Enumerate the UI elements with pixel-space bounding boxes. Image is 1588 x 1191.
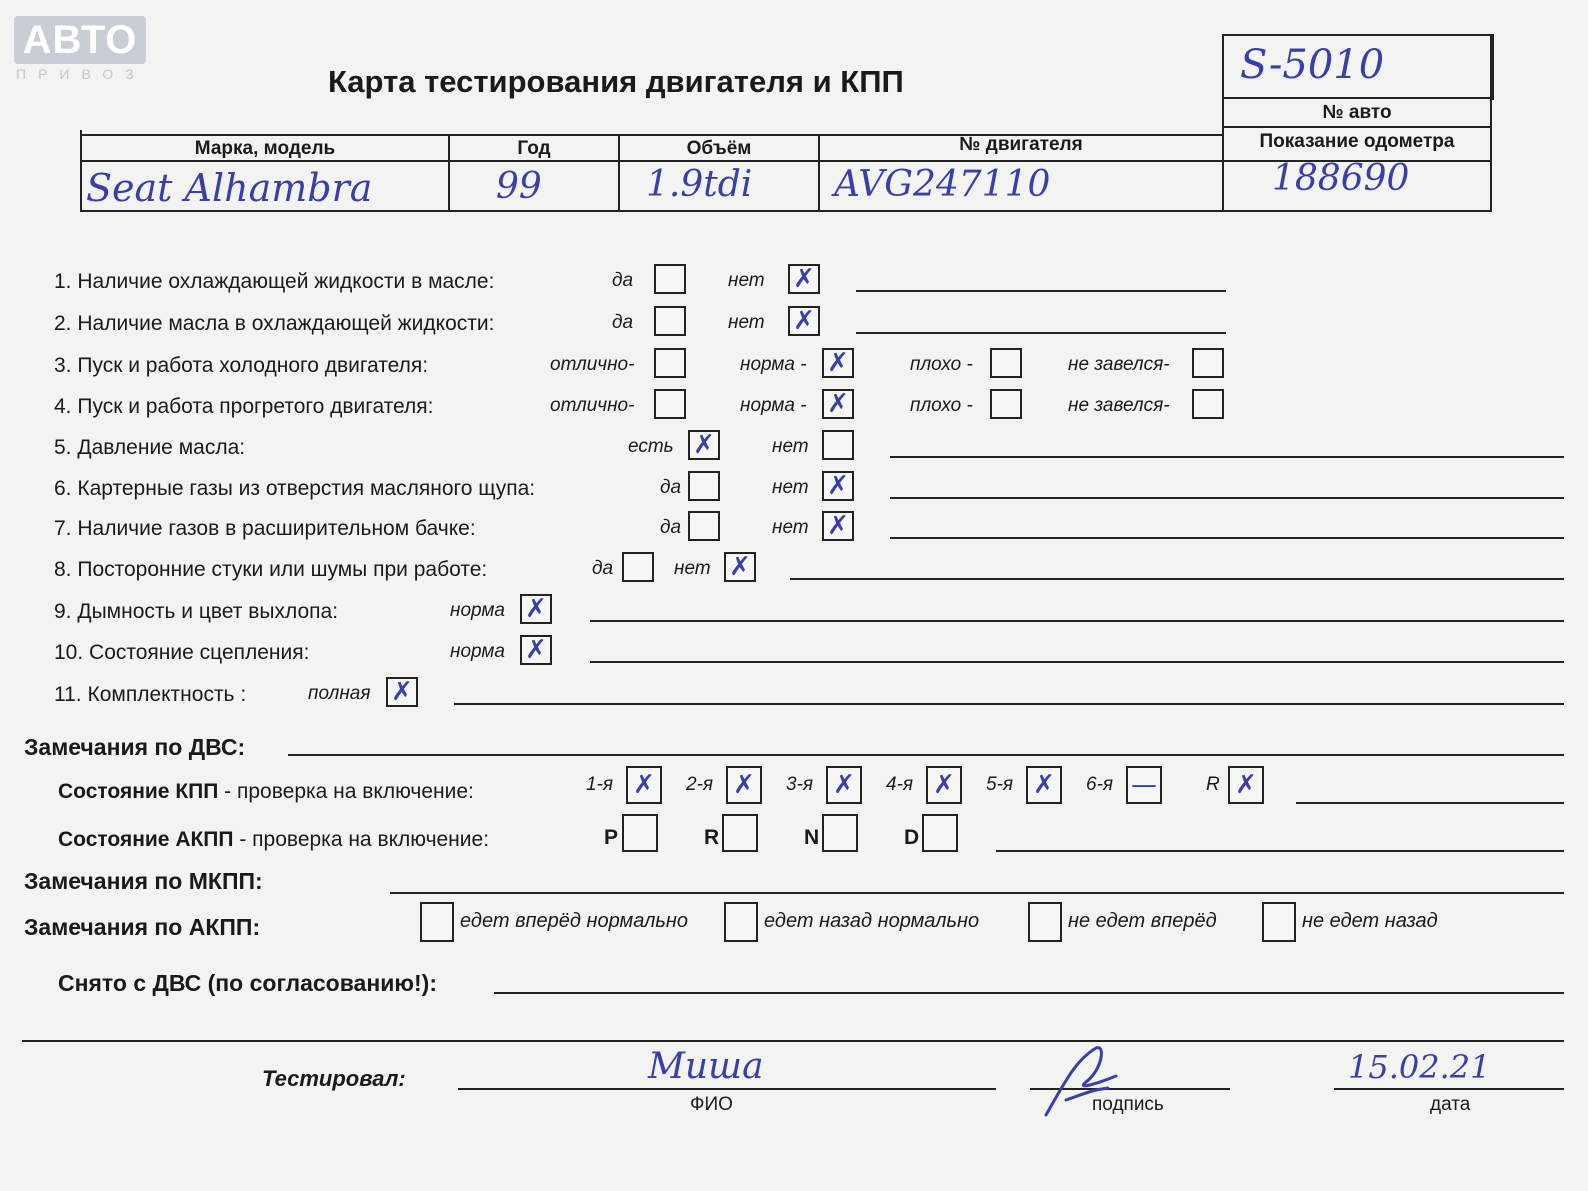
checklist-item-label: 9. Дымность и цвет выхлопа: bbox=[54, 600, 339, 623]
checkbox[interactable] bbox=[654, 264, 686, 294]
checkbox[interactable] bbox=[990, 389, 1022, 419]
value-make-model: Seat Alhambra bbox=[86, 166, 373, 210]
tested-label: Тестировал: bbox=[262, 1066, 406, 1091]
option-label: да bbox=[592, 558, 614, 579]
akpp-remark-checkbox[interactable] bbox=[420, 902, 454, 942]
check-mark-icon: ✗ bbox=[827, 511, 849, 541]
checkbox-checked[interactable] bbox=[788, 264, 820, 294]
check-mark-icon: ✗ bbox=[827, 389, 849, 419]
gear-checkbox[interactable] bbox=[826, 766, 862, 804]
check-mark-icon: ✗ bbox=[793, 306, 815, 336]
option-label: нет bbox=[674, 558, 711, 579]
option-label: да bbox=[612, 270, 634, 291]
checkbox-checked[interactable] bbox=[520, 635, 552, 665]
checkbox-checked[interactable] bbox=[788, 306, 820, 336]
akpp-mode-label: D bbox=[904, 826, 920, 849]
checkbox-checked[interactable] bbox=[822, 389, 854, 419]
header-volume: Объём bbox=[686, 138, 752, 159]
remarks-akpp-label: Замечания по АКПП: bbox=[24, 914, 261, 940]
checklist-item-label: 10. Состояние сцепления: bbox=[54, 641, 310, 664]
option-label: норма - bbox=[740, 395, 807, 416]
check-mark-icon: ✗ bbox=[793, 264, 815, 294]
name-line[interactable] bbox=[458, 1088, 996, 1090]
gear-checkbox[interactable] bbox=[1228, 766, 1264, 804]
check-mark-icon: ✗ bbox=[1235, 770, 1257, 800]
value-engine-no: AVG247110 bbox=[834, 164, 1051, 205]
check-mark-icon: ✗ bbox=[525, 594, 547, 624]
car-number-value: S-5010 bbox=[1240, 42, 1385, 88]
comment-line[interactable] bbox=[790, 578, 1564, 580]
option-label: не завелся- bbox=[1068, 395, 1170, 416]
table-right-border bbox=[1490, 34, 1492, 212]
dash-mark-icon: — bbox=[1131, 770, 1157, 800]
checkbox[interactable] bbox=[622, 552, 654, 582]
gear-label: 3-я bbox=[786, 774, 814, 795]
gear-label: 1-я bbox=[586, 774, 614, 795]
option-label: есть bbox=[628, 436, 674, 457]
check-mark-icon: ✗ bbox=[1033, 770, 1055, 800]
option-label: норма bbox=[450, 641, 505, 662]
check-mark-icon: ✗ bbox=[827, 348, 849, 378]
akpp-mode-checkbox[interactable] bbox=[622, 814, 658, 852]
table-col-divider bbox=[1222, 97, 1224, 212]
gear-checkbox[interactable] bbox=[1126, 766, 1162, 804]
check-mark-icon: ✗ bbox=[933, 770, 955, 800]
checkbox[interactable] bbox=[654, 306, 686, 336]
akpp-remark-checkbox[interactable] bbox=[724, 902, 758, 942]
gear-label: 6-я bbox=[1086, 774, 1114, 795]
check-mark-icon: ✗ bbox=[391, 677, 413, 707]
akpp-remark-label: не едет вперёд bbox=[1068, 910, 1217, 932]
check-mark-icon: ✗ bbox=[827, 471, 849, 501]
value-odometer: 188690 bbox=[1272, 158, 1410, 199]
comment-line[interactable] bbox=[856, 290, 1226, 292]
gear-checkbox[interactable] bbox=[726, 766, 762, 804]
option-label: нет bbox=[772, 477, 809, 498]
akpp-mode-checkbox[interactable] bbox=[722, 814, 758, 852]
option-label: нет bbox=[772, 436, 809, 457]
remarks-mkpp-line[interactable] bbox=[390, 892, 1564, 894]
checkbox-checked[interactable] bbox=[520, 594, 552, 624]
akpp-label-rest: - проверка на включение: bbox=[233, 828, 490, 851]
akpp-label-bold: Состояние АКПП bbox=[58, 828, 234, 851]
kpp-line[interactable] bbox=[1296, 802, 1564, 804]
option-label: норма bbox=[450, 600, 505, 621]
option-label: норма - bbox=[740, 354, 807, 375]
date-line[interactable] bbox=[1334, 1088, 1564, 1090]
checklist-item-label: 4. Пуск и работа прогретого двигателя: bbox=[54, 395, 434, 418]
akpp-label bbox=[58, 828, 489, 852]
extra-line[interactable] bbox=[22, 1040, 1564, 1042]
comment-line[interactable] bbox=[890, 456, 1564, 458]
checklist-item-label: 3. Пуск и работа холодного двигателя: bbox=[54, 354, 429, 377]
checkbox[interactable] bbox=[654, 348, 686, 378]
check-mark-icon: ✗ bbox=[525, 635, 547, 665]
checklist-item-label: 6. Картерные газы из отверстия масляного щупа: bbox=[54, 477, 536, 500]
checklist-item-label: 1. Наличие охлаждающей жидкости в масле: bbox=[54, 270, 495, 293]
option-label: да bbox=[660, 517, 682, 538]
comment-line[interactable] bbox=[590, 661, 1564, 663]
akpp-remark-label: едет вперёд нормально bbox=[460, 910, 689, 932]
header-odometer: Показание одометра bbox=[1259, 131, 1455, 152]
kpp-label-rest: - проверка на включение: bbox=[218, 780, 474, 803]
gear-label: 4-я bbox=[886, 774, 914, 795]
comment-line[interactable] bbox=[454, 703, 1564, 705]
comment-line[interactable] bbox=[890, 497, 1564, 499]
car-number-underline bbox=[1222, 97, 1492, 99]
page-title: Карта тестирования двигателя и КПП bbox=[328, 64, 904, 99]
check-mark-icon: ✗ bbox=[733, 770, 755, 800]
comment-line[interactable] bbox=[590, 620, 1564, 622]
akpp-line[interactable] bbox=[996, 850, 1564, 852]
removed-label: Снято с ДВС (по согласованию!): bbox=[58, 970, 437, 996]
option-label: не завелся- bbox=[1068, 354, 1170, 375]
akpp-mode-label: R bbox=[704, 826, 720, 849]
gear-checkbox[interactable] bbox=[926, 766, 962, 804]
akpp-remark-checkbox[interactable] bbox=[1262, 902, 1296, 942]
kpp-label-bold: Состояние КПП bbox=[58, 780, 219, 803]
name-caption: ФИО bbox=[690, 1094, 733, 1115]
option-label: отлично- bbox=[550, 354, 635, 375]
gear-checkbox[interactable] bbox=[1026, 766, 1062, 804]
option-label: отлично- bbox=[550, 395, 635, 416]
akpp-mode-checkbox[interactable] bbox=[822, 814, 858, 852]
checkbox-checked[interactable] bbox=[822, 348, 854, 378]
option-label: плохо - bbox=[910, 395, 973, 416]
odometer-top-border bbox=[1222, 126, 1492, 128]
checklist-item-label: 2. Наличие масла в охлаждающей жидкости: bbox=[54, 312, 495, 335]
checklist-item-label: 8. Посторонние стуки или шумы при работе: bbox=[54, 558, 488, 581]
kpp-label bbox=[58, 780, 474, 804]
tester-name: Миша bbox=[648, 1046, 764, 1087]
remarks-mkpp-label: Замечания по МКПП: bbox=[24, 868, 263, 894]
akpp-mode-checkbox[interactable] bbox=[922, 814, 958, 852]
remarks-engine-line[interactable] bbox=[288, 754, 1564, 756]
checklist-item-label: 5. Давление масла: bbox=[54, 436, 246, 459]
option-label: плохо - bbox=[910, 354, 973, 375]
option-label: нет bbox=[772, 517, 809, 538]
option-label: да bbox=[612, 312, 634, 333]
akpp-remark-checkbox[interactable] bbox=[1028, 902, 1062, 942]
checkbox[interactable] bbox=[990, 348, 1022, 378]
value-year: 99 bbox=[496, 166, 542, 207]
remarks-engine-label: Замечания по ДВС: bbox=[24, 734, 246, 760]
checkbox[interactable] bbox=[654, 389, 686, 419]
option-label: да bbox=[660, 477, 682, 498]
akpp-mode-label: P bbox=[604, 826, 619, 849]
checkbox-checked[interactable] bbox=[386, 677, 418, 707]
checkbox[interactable] bbox=[1192, 389, 1224, 419]
checkbox-checked[interactable] bbox=[822, 511, 854, 541]
gear-label: 2-я bbox=[686, 774, 714, 795]
akpp-remark-label: не едет назад bbox=[1302, 910, 1438, 932]
check-mark-icon: ✗ bbox=[729, 552, 751, 582]
checkbox[interactable] bbox=[688, 511, 720, 541]
akpp-remark-label: едет назад нормально bbox=[764, 910, 980, 932]
comment-line[interactable] bbox=[890, 537, 1564, 539]
comment-line[interactable] bbox=[856, 332, 1226, 334]
avtoprivoz-logo: АВТО bbox=[14, 16, 146, 64]
header-engine-no: № двигателя bbox=[959, 134, 1083, 155]
checkbox-checked[interactable] bbox=[822, 471, 854, 501]
option-label: нет bbox=[728, 270, 765, 291]
date-value: 15.02.21 bbox=[1348, 1048, 1491, 1086]
header-year: Год bbox=[517, 138, 551, 159]
gear-label: R bbox=[1206, 774, 1220, 795]
date-caption: дата bbox=[1430, 1094, 1471, 1115]
option-label: полная bbox=[308, 683, 371, 704]
removed-line[interactable] bbox=[494, 992, 1564, 994]
gear-label: 5-я bbox=[986, 774, 1014, 795]
akpp-mode-label: N bbox=[804, 826, 820, 849]
signature-caption: подпись bbox=[1092, 1094, 1164, 1115]
checkbox[interactable] bbox=[1192, 348, 1224, 378]
check-mark-icon: ✗ bbox=[633, 770, 655, 800]
car-number-label: № авто bbox=[1322, 102, 1392, 123]
gear-checkbox[interactable] bbox=[626, 766, 662, 804]
checklist-item-label: 7. Наличие газов в расширительном бачке: bbox=[54, 517, 476, 540]
logo-subtitle: ПРИВОЗ bbox=[16, 66, 146, 82]
checkbox[interactable] bbox=[822, 430, 854, 460]
check-mark-icon: ✗ bbox=[833, 770, 855, 800]
checkbox-checked[interactable] bbox=[688, 430, 720, 460]
option-label: нет bbox=[728, 312, 765, 333]
checkbox-checked[interactable] bbox=[724, 552, 756, 582]
checkbox[interactable] bbox=[688, 471, 720, 501]
check-mark-icon: ✗ bbox=[693, 430, 715, 460]
header-make-model: Марка, модель bbox=[194, 138, 336, 159]
value-volume: 1.9tdi bbox=[646, 164, 753, 205]
checklist-item-label: 11. Комплектность : bbox=[54, 683, 247, 706]
